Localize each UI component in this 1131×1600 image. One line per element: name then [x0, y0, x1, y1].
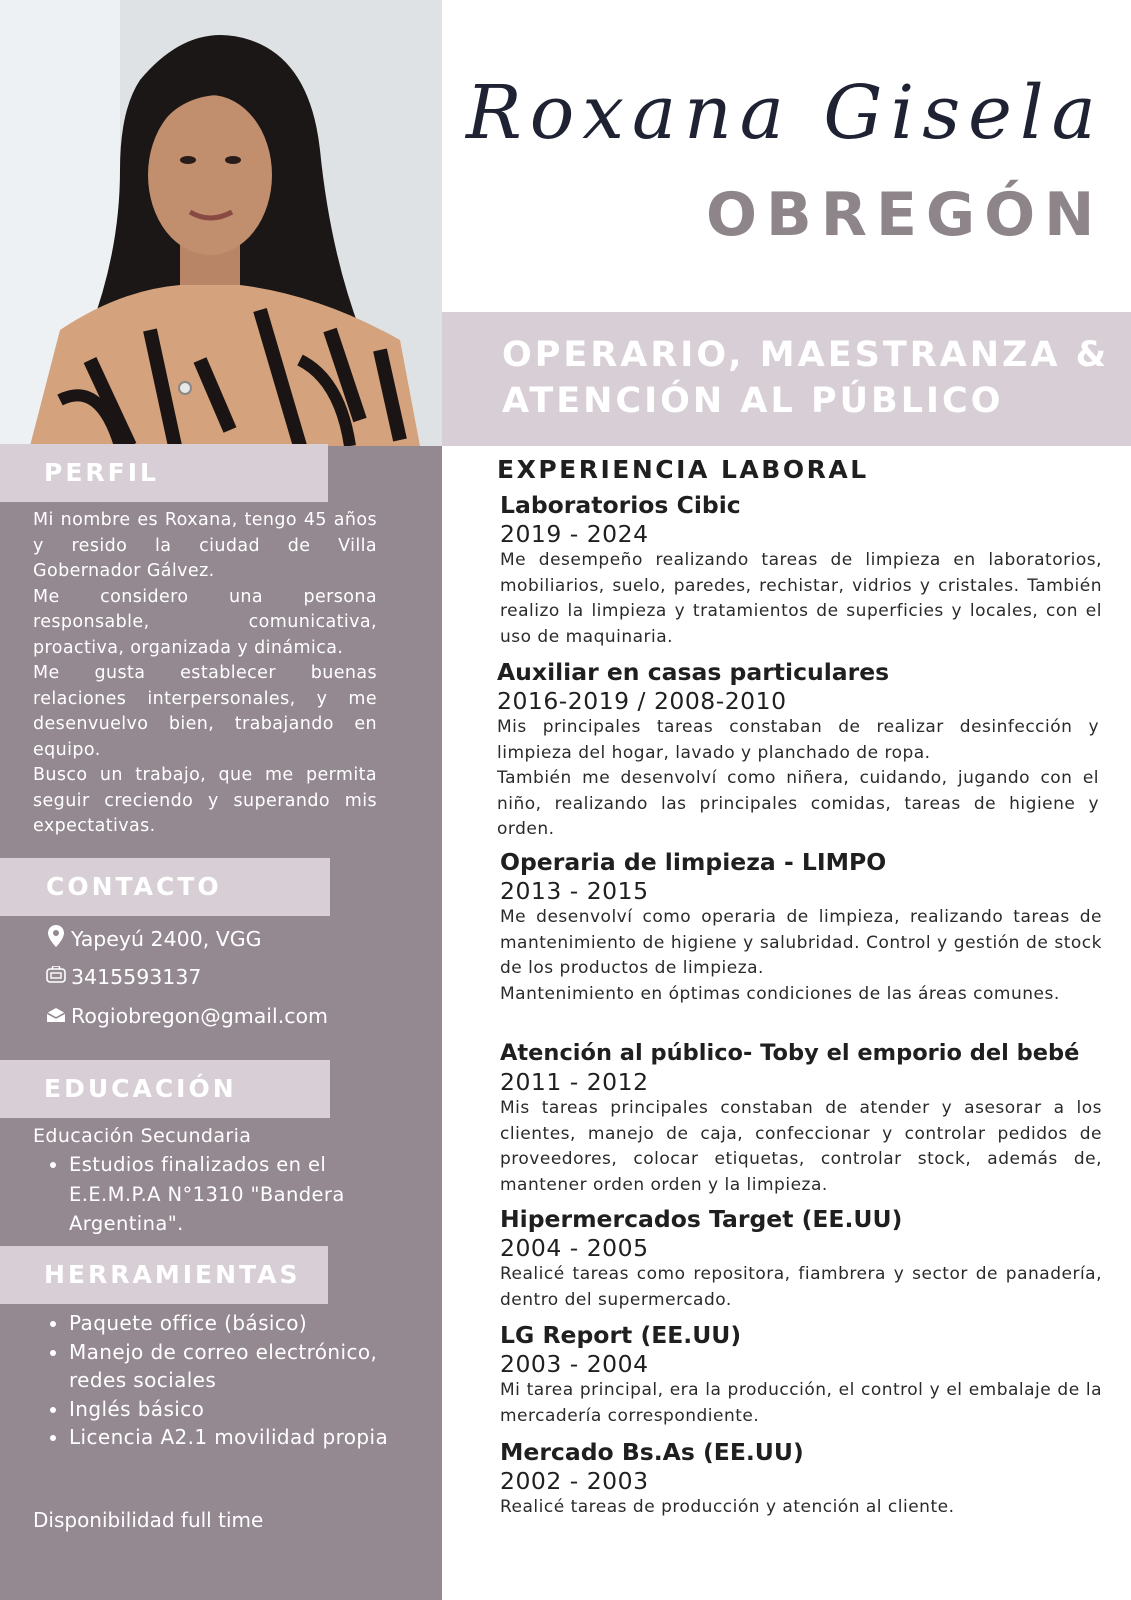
tools-list	[33, 1309, 393, 1452]
education-level: Educación Secundaria	[33, 1125, 252, 1147]
job-description	[500, 1495, 1102, 1521]
first-name-signature	[460, 58, 1120, 168]
last-name: OBREGÓN	[706, 180, 1104, 250]
job-years: 2002 - 2003	[500, 1467, 649, 1495]
job-description-paragraph: Realicé tareas de producción y atención al cliente.	[500, 1497, 955, 1517]
job-company: Operaria de limpieza - LIMPO	[500, 848, 887, 876]
job-company: Mercado Bs.As (EE.UU)	[500, 1438, 804, 1466]
job-company: Atención al público- Toby el emporio del bebé	[500, 1040, 1080, 1066]
phone-icon	[45, 965, 67, 989]
job-years: 2013 - 2015	[500, 877, 649, 905]
list-item: Licencia A2.1 movilidad propia	[33, 1423, 393, 1452]
perfil-paragraph: Busco un trabajo, que me permita seguir creciendo y superando mis expectativas.	[33, 765, 377, 836]
contact-phone-text[interactable]: 3415593137	[71, 965, 202, 989]
job-entry	[500, 1204, 1102, 1313]
perfil-paragraph: Me gusta establecer buenas relaciones interpersonales, y me desenvuelvo bien, trabajando en equipo.	[33, 663, 377, 760]
sidebar	[0, 0, 442, 1600]
education-list	[33, 1150, 393, 1239]
job-description	[500, 1096, 1102, 1198]
job-description-paragraph: Realicé tareas como repositora, fiambrera y sector de panadería, dentro del supermercado.	[500, 1264, 1102, 1310]
job-company: Hipermercados Target (EE.UU)	[500, 1205, 903, 1233]
first-name: Roxana Gisela	[466, 70, 1104, 156]
headline-line: OPERARIO, MAESTRANZA &	[502, 335, 1110, 375]
job-years: 2003 - 2004	[500, 1350, 649, 1378]
job-years: 2016-2019 / 2008-2010	[497, 687, 787, 715]
profile-photo	[0, 0, 442, 446]
job-company: Auxiliar en casas particulares	[497, 658, 890, 686]
list-item: Inglés básico	[33, 1395, 393, 1424]
job-description-paragraph: Me desempeño realizando tareas de limpieza en laboratorios, mobiliarios, suelo, paredes, rechistar, vidrios y cristales. También realizo la limpieza y tratamientos de superficies y locales, con el uso de maquinaria.	[500, 550, 1102, 647]
job-entry	[500, 847, 1102, 1007]
job-description	[500, 1262, 1102, 1313]
job-company: LG Report (EE.UU)	[500, 1321, 742, 1349]
perfil-paragraph: Me considero una persona responsable, comunicativa, proactiva, organizada y dinámica.	[33, 586, 377, 658]
perfil-text	[33, 508, 377, 840]
email-icon	[45, 1004, 67, 1028]
job-description-paragraph: Mis principales tareas constaban de realizar desinfección y limpieza del hogar, lavado y planchado de ropa.	[497, 717, 1099, 763]
perfil-paragraph: Mi nombre es Roxana, tengo 45 años y resido la ciudad de Villa Gobernador Gálvez.	[33, 510, 377, 581]
headline-line: ATENCIÓN AL PÚBLICO	[502, 381, 1004, 421]
job-description	[497, 715, 1099, 843]
contact-address-text: Yapeyú 2400, VGG	[71, 926, 262, 951]
job-years: 2019 - 2024	[500, 520, 649, 548]
job-years: 2011 - 2012	[500, 1068, 649, 1096]
educacion-body	[33, 1122, 393, 1239]
headline-band	[442, 312, 1131, 446]
herramientas-body	[33, 1309, 393, 1452]
location-pin-icon	[45, 925, 67, 952]
contact-email-text[interactable]: Rogiobregon@gmail.com	[71, 1004, 329, 1028]
job-years: 2004 - 2005	[500, 1234, 649, 1262]
job-description-paragraph: Mis tareas principales constaban de atender y asesorar a los clientes, manejo de caja, confeccionar y controlar pedidos de proveedores, colocar etiquetas, controlar stock, además de, mantener orden orden y la limpieza.	[500, 1098, 1102, 1195]
job-company: Laboratorios Cibic	[500, 491, 741, 519]
experiencia-heading: EXPERIENCIA LABORAL	[497, 455, 869, 484]
job-entry	[500, 490, 1102, 650]
job-entry	[500, 1038, 1120, 1198]
job-description-paragraph: También me desenvolví como niñera, cuidando, jugando con el niño, realizando las principales comidas, tareas de higiene y orden.	[497, 768, 1099, 839]
contact-address	[45, 925, 262, 952]
contact-phone	[45, 965, 201, 989]
job-description	[500, 1378, 1102, 1429]
job-entry	[500, 1320, 1102, 1429]
contact-email	[45, 1004, 328, 1028]
job-description	[500, 905, 1102, 1007]
job-description-paragraph: Mantenimiento en óptimas condiciones de las áreas comunes.	[500, 983, 1060, 1004]
headline	[502, 332, 1109, 424]
job-entry	[497, 657, 1099, 843]
perfil-heading: PERFIL	[0, 444, 328, 502]
list-item: Estudios finalizados en el E.E.M.P.A N°1310 "Bandera Argentina".	[33, 1150, 393, 1239]
list-item: Manejo de correo electrónico, redes sociales	[33, 1338, 393, 1395]
herramientas-heading: HERRAMIENTAS	[0, 1246, 328, 1304]
job-description-paragraph: Mi tarea principal, era la producción, el control y el embalaje de la mercadería correspondiente.	[500, 1380, 1102, 1426]
contacto-heading: CONTACTO	[0, 858, 330, 916]
job-description-paragraph: Me desenvolví como operaria de limpieza, realizando tareas de mantenimiento de higiene y salubridad. Control y gestión de stock de los productos de limpieza.	[500, 907, 1102, 978]
portrait-illustration	[0, 0, 442, 446]
availability: Disponibilidad full time	[33, 1508, 264, 1532]
job-entry	[500, 1437, 1102, 1521]
list-item: Paquete office (básico)	[33, 1309, 393, 1338]
job-description	[500, 548, 1102, 650]
educacion-heading: EDUCACIÓN	[0, 1060, 330, 1118]
